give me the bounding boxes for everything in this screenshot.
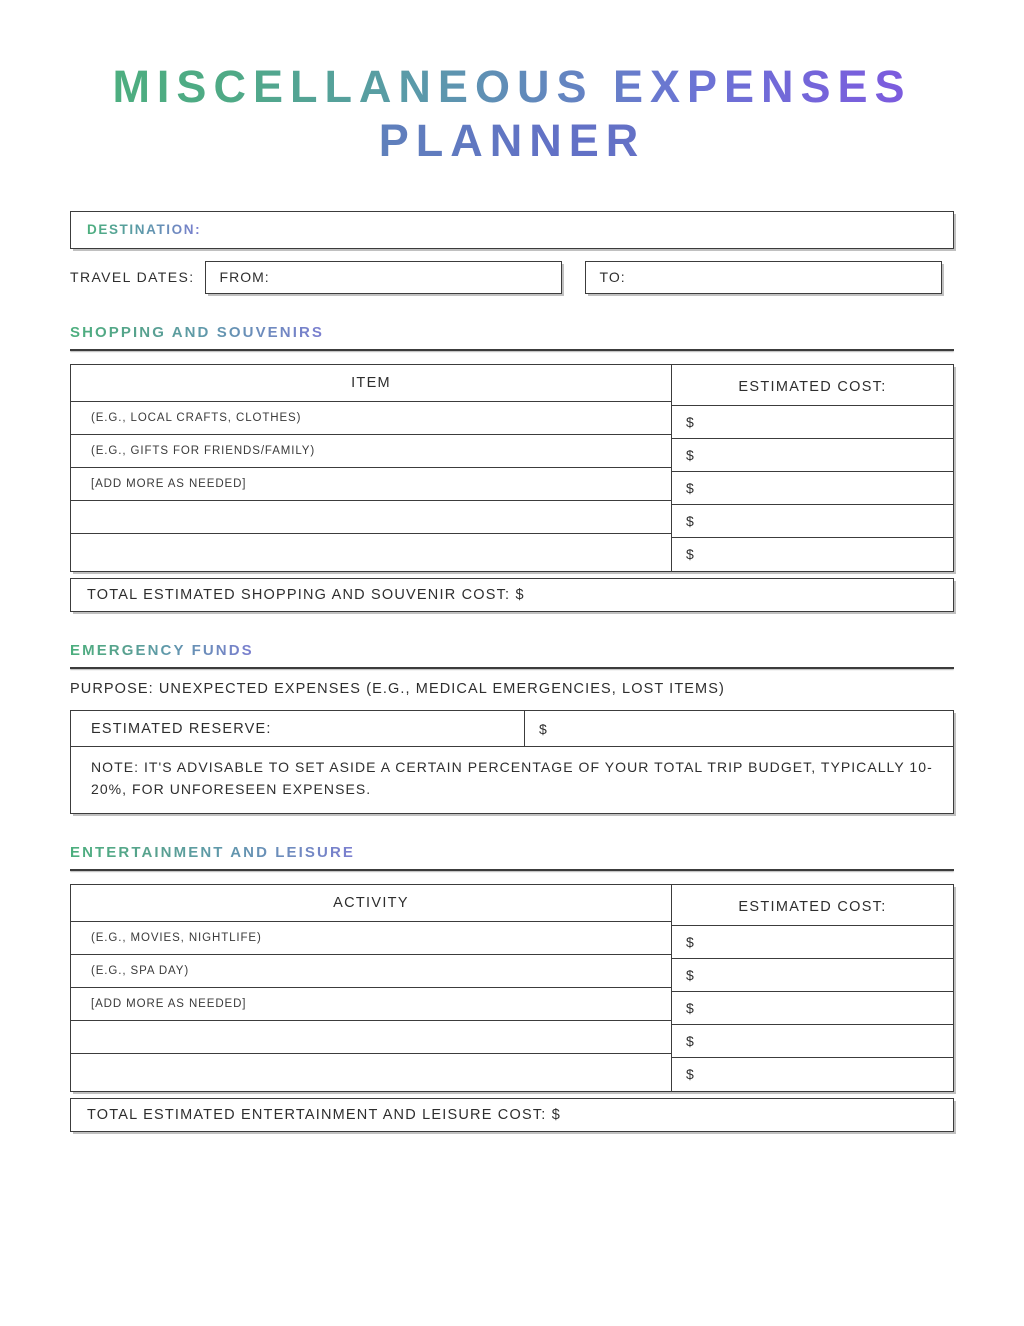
section-shopping-rule (70, 349, 954, 351)
table-row[interactable] (71, 501, 671, 534)
table-cell-cost[interactable]: $ (672, 926, 953, 959)
shopping-total-row[interactable] (70, 578, 954, 612)
emergency-purpose-text: PURPOSE: UNEXPECTED EXPENSES (E.G., MEDICAL EMERGENCIES, LOST ITEMS) (70, 681, 725, 698)
section-emergency-rule (70, 667, 954, 669)
shopping-table-header-item: ITEM (71, 365, 671, 402)
table-cell-cost[interactable]: $ (672, 992, 953, 1025)
table-row[interactable]: (E.G., LOCAL CRAFTS, CLOTHES) (71, 402, 671, 435)
section-shopping-heading: SHOPPING AND SOUVENIRS (70, 323, 325, 341)
entertainment-table-header-cost: ESTIMATED COST: (672, 889, 953, 926)
destination-field[interactable] (70, 211, 954, 249)
emergency-note-text: NOTE: IT'S ADVISABLE TO SET ASIDE A CERTAIN PERCENTAGE OF YOUR TOTAL TRIP BUDGET, TYPICALLY 10-20%, FOR UNFORESEEN EXPENSES. (91, 759, 933, 797)
section-entertainment-rule (70, 869, 954, 871)
emergency-reserve-row (71, 711, 953, 747)
travel-date-from-field[interactable] (205, 261, 562, 294)
section-emergency-funds (70, 642, 954, 814)
shopping-table-cost-column (672, 365, 953, 571)
emergency-reserve-label: ESTIMATED RESERVE: (71, 711, 525, 746)
shopping-total-label: TOTAL ESTIMATED SHOPPING AND SOUVENIR COST: $ (87, 586, 525, 603)
entertainment-table-activity-column (71, 885, 672, 1091)
section-entertainment-heading: ENTERTAINMENT AND LEISURE (70, 843, 355, 861)
table-cell-cost[interactable]: $ (672, 505, 953, 538)
table-cell-cost[interactable]: $ (672, 439, 953, 472)
shopping-table (70, 364, 954, 572)
table-cell-cost[interactable]: $ (672, 472, 953, 505)
table-row[interactable] (71, 1054, 671, 1087)
page-title-line-1: MISCELLANEOUS EXPENSES (70, 62, 954, 112)
shopping-table-header-cost: ESTIMATED COST: (672, 369, 953, 406)
table-row[interactable]: (E.G., SPA DAY) (71, 955, 671, 988)
travel-date-to-label: TO: (599, 269, 626, 286)
destination-row (70, 211, 954, 249)
table-row[interactable]: [ADD MORE AS NEEDED] (71, 988, 671, 1021)
page-title (70, 0, 954, 167)
section-emergency-heading: EMERGENCY FUNDS (70, 641, 254, 659)
entertainment-total-row[interactable] (70, 1098, 954, 1132)
table-row[interactable]: [ADD MORE AS NEEDED] (71, 468, 671, 501)
shopping-table-item-column (71, 365, 672, 571)
entertainment-total-label: TOTAL ESTIMATED ENTERTAINMENT AND LEISURE COST: $ (87, 1106, 562, 1123)
table-cell-cost[interactable]: $ (686, 1066, 694, 1083)
table-cell-cost[interactable]: $ (672, 1025, 953, 1058)
table-cell-cost[interactable]: $ (672, 406, 953, 439)
section-entertainment (70, 844, 954, 1132)
page-title-line-2: PLANNER (70, 116, 954, 166)
destination-label: DESTINATION: (87, 222, 202, 238)
table-row[interactable]: (E.G., MOVIES, NIGHTLIFE) (71, 922, 671, 955)
travel-date-from-label: FROM: (219, 269, 270, 286)
section-shopping (70, 324, 954, 612)
table-cell-cost[interactable]: $ (686, 546, 694, 563)
travel-dates-label: TRAVEL DATES: (70, 269, 195, 286)
entertainment-table-header-activity: ACTIVITY (71, 885, 671, 922)
travel-date-to-field[interactable] (585, 261, 942, 294)
emergency-reserve-table (70, 710, 954, 813)
table-row[interactable] (71, 534, 671, 567)
emergency-reserve-amount-field[interactable]: $ (539, 720, 547, 737)
travel-dates-row (70, 261, 954, 294)
table-cell-cost[interactable]: $ (672, 959, 953, 992)
table-row[interactable] (71, 1021, 671, 1054)
table-row[interactable]: (E.G., GIFTS FOR FRIENDS/FAMILY) (71, 435, 671, 468)
entertainment-table (70, 884, 954, 1092)
entertainment-table-cost-column (672, 885, 953, 1091)
